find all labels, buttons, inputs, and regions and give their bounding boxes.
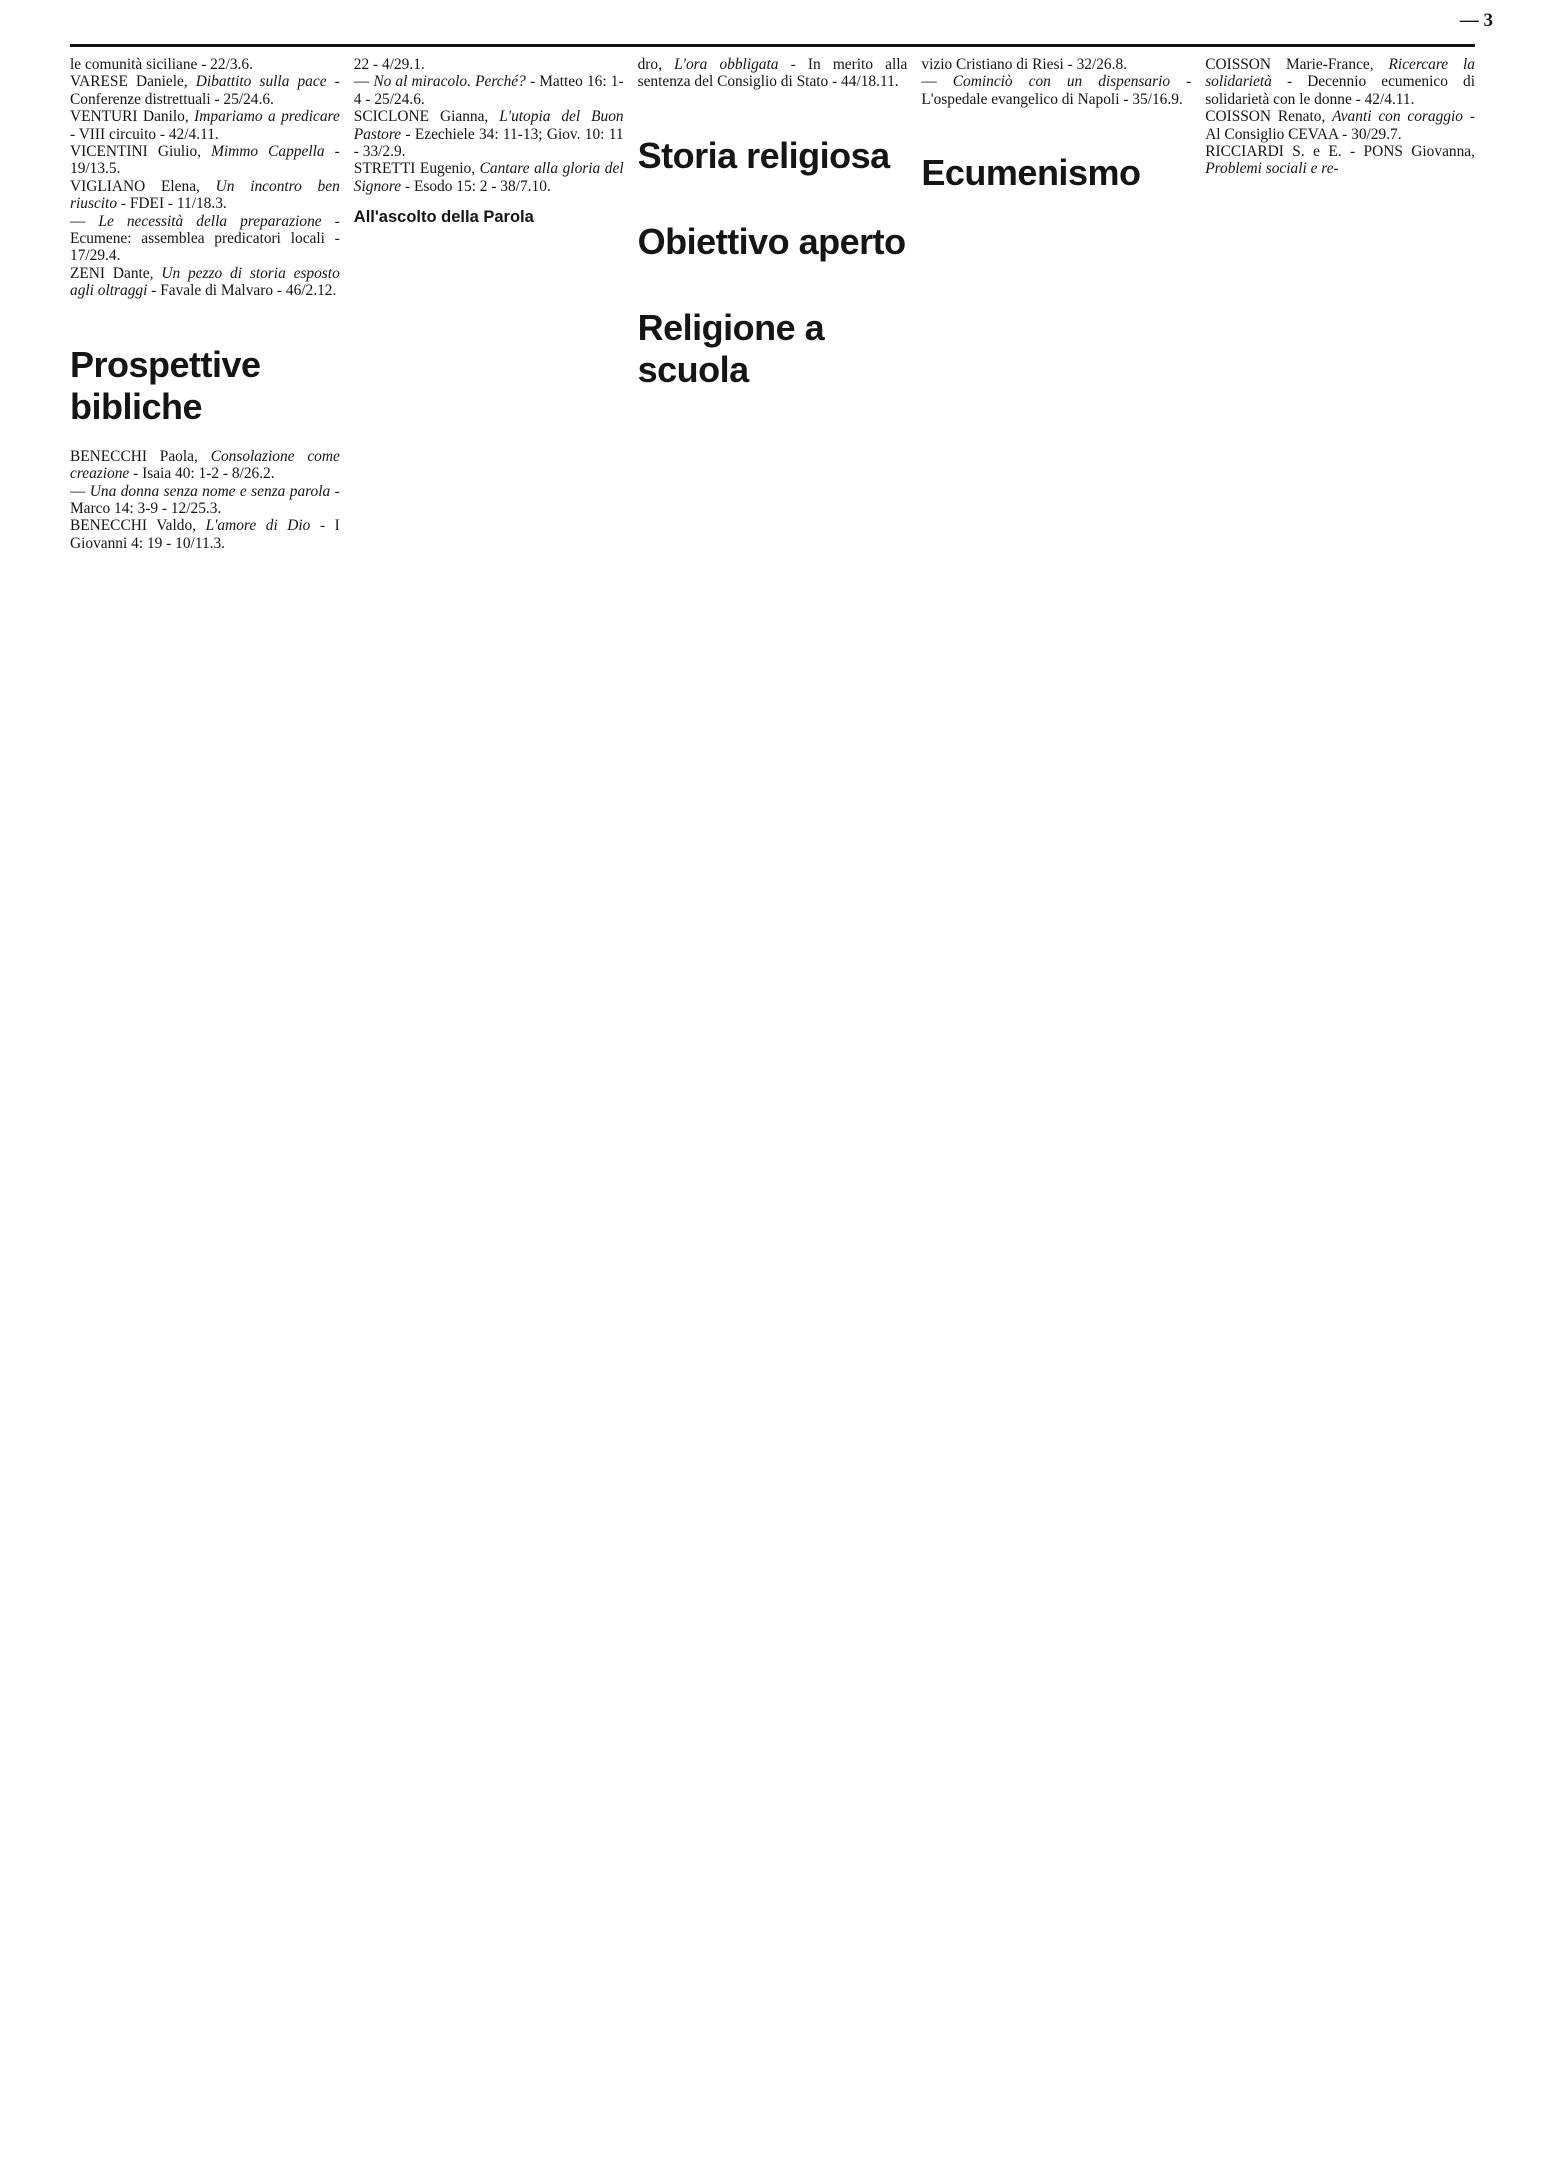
- entry-tail: - L'ospedale evangelico di Napoli - 35/16.9.: [921, 73, 1192, 108]
- entry-lead: COISSON Marie-France,: [1205, 56, 1374, 73]
- entry-lead: VARESE Daniele,: [70, 73, 188, 91]
- index-entry: [70, 178, 340, 213]
- entry-title: Cominciò con un dispensario: [952, 73, 1171, 91]
- entry-title: Dibattito sulla pace: [195, 73, 327, 91]
- entry-lead: VICENTINI Giulio,: [70, 143, 202, 161]
- section-heading: Ecumenismo: [921, 152, 1141, 194]
- entry-lead: COISSON Renato,: [1205, 108, 1326, 126]
- entry-lead: —: [70, 482, 86, 500]
- index-entry: [921, 56, 1191, 73]
- entry-title: Ricercare la solidarietà: [1205, 56, 1475, 91]
- section-heading: Obiettivo aperto: [637, 220, 906, 262]
- entry-lead: STRETTI Eugenio,: [353, 160, 476, 178]
- column-1: [70, 56, 340, 2156]
- entry-tail: - Conferenze distrettuali - 25/24.6.: [70, 73, 340, 108]
- section-heading: Storia religiosa: [637, 134, 890, 176]
- entry-title: Impariamo a predicare: [194, 108, 340, 126]
- index-entry: [1205, 56, 1475, 108]
- index-entry: [354, 73, 624, 108]
- column-2: [354, 56, 624, 2156]
- entry-lead: ZENI Dante,: [70, 264, 154, 282]
- entry-title: Consolazione come creazione: [70, 447, 340, 483]
- entry-title: Problemi sociali e re-: [1205, 160, 1339, 178]
- index-entry: [70, 517, 340, 552]
- entry-lead: BENECCHI Valdo,: [70, 517, 196, 535]
- page-number: — 3: [1459, 10, 1493, 31]
- index-entry: [638, 56, 908, 91]
- index-entry: [70, 265, 340, 300]
- entry-tail: - I Giovanni 4: 19 - 10/11.3.: [70, 517, 340, 552]
- column-3: [638, 56, 908, 2156]
- entry-title: Le necessità della preparazione: [98, 212, 322, 230]
- entry-tail: - VIII circuito - 42/4.11.: [70, 125, 219, 143]
- entry-tail: - Esodo 15: 2 - 38/7.10.: [404, 177, 551, 195]
- index-entry: [70, 483, 340, 518]
- entry-tail: - Marco 14: 3-9 - 12/25.3.: [70, 482, 340, 517]
- entry-tail: - Al Consiglio CEVAA - 30/29.7.: [1205, 108, 1475, 143]
- index-entry: [1205, 108, 1475, 143]
- entry-lead: —: [921, 73, 937, 91]
- entry-tail: - Ezechiele 34: 11-13; Giov. 10: 11 - 33/2.9.: [353, 125, 624, 161]
- entry-lead: —: [353, 73, 370, 91]
- index-entry: [921, 73, 1191, 108]
- entry-lead: VIGLIANO Elena,: [70, 177, 200, 195]
- entry-lead: BENECCHI Paola,: [70, 447, 198, 465]
- index-entry: [70, 73, 340, 108]
- entry-tail: - 19/13.5.: [70, 143, 340, 178]
- index-entry: [354, 160, 624, 195]
- entry-tail: - Favale di Malvaro - 46/2.12.: [151, 282, 337, 300]
- index-columns: [70, 56, 1475, 2156]
- entry-lead: SCICLONE Gianna,: [353, 108, 489, 126]
- entry-title: Una donna senza nome e senza parola: [89, 482, 331, 500]
- entry-title: No al miracolo. Perché?: [373, 73, 526, 91]
- entry-title: L'ora obbligata: [674, 56, 779, 73]
- entry-lead: dro,: [637, 56, 662, 73]
- entry-lead: RICCIARDI S. e E. - PONS Giovanna,: [1205, 143, 1475, 161]
- entry-lead: —: [70, 212, 86, 230]
- entry-tail: - FDEI - 11/18.3.: [120, 195, 227, 213]
- column-4: [921, 56, 1191, 2156]
- entry-tail: - Matteo 16: 1-4 - 25/24.6.: [353, 73, 624, 108]
- index-entry: [70, 56, 340, 73]
- entry-lead: 22 - 4/29.1.: [353, 56, 425, 73]
- section-heading: Prospettive bibliche: [70, 343, 261, 427]
- section-heading: Religione a scuola: [637, 306, 825, 390]
- subsection-heading: All'ascolto della Parola: [353, 208, 534, 227]
- column-5: [1205, 56, 1475, 2156]
- index-entry: [70, 448, 340, 483]
- index-entry: [70, 108, 340, 143]
- entry-tail: - In merito alla sentenza del Consiglio di Stato - 44/18.11.: [637, 56, 908, 91]
- entry-title: L'utopia del Buon Pastore: [353, 108, 624, 143]
- entry-title: Avanti con coraggio: [1332, 108, 1463, 126]
- index-entry: [354, 108, 624, 160]
- entry-lead: le comunità siciliane - 22/3.6.: [70, 56, 253, 73]
- index-entry: [1205, 143, 1475, 178]
- entry-tail: - Isaia 40: 1-2 - 8/26.2.: [133, 465, 275, 483]
- entry-tail: - Decennio ecumenico di solidarietà con le donne - 42/4.11.: [1205, 73, 1475, 108]
- entry-title: Mimmo Cappella: [211, 143, 325, 161]
- entry-title: Cantare alla gloria del Signore: [353, 160, 624, 195]
- header-rule: [70, 44, 1475, 47]
- index-entry: [70, 213, 340, 265]
- index-entry: [70, 143, 340, 178]
- index-entry: [354, 56, 624, 73]
- entry-lead: VENTURI Danilo,: [70, 108, 189, 126]
- entry-title: Un pezzo di storia esposto agli oltraggi: [70, 264, 340, 300]
- entry-tail: - Ecumene: assemblea predicatori locali - 17/29.4.: [70, 212, 340, 265]
- entry-title: Un incontro ben riuscito: [70, 177, 340, 213]
- entry-lead: vizio Cristiano di Riesi - 32/26.8.: [921, 56, 1128, 73]
- entry-title: L'amore di Dio: [205, 517, 311, 535]
